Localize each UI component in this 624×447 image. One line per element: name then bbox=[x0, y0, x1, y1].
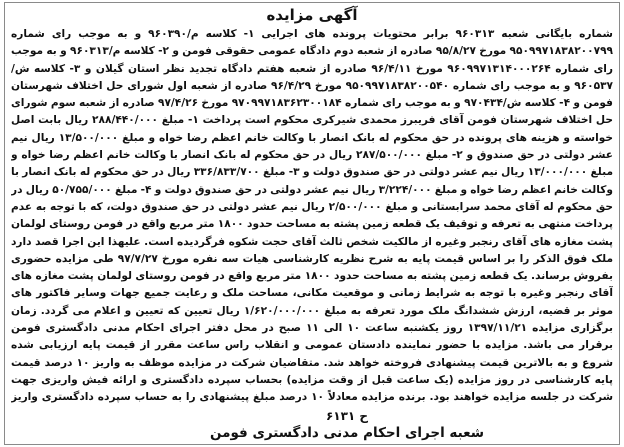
notice-body-text: شماره بایگانی شعبه ۹۶۰۳۱۳ برابر محتویات پرونده های اجرایی ۱- کلاسه م/۹۶۰۳۹۰ و به موجب رای شماره ۹۵۰۹۹۷۱۸۳۸۲۰۰۷۹۹ مورخ ۹۵/۸/۲۷ صادره از شعبه دوم دادگاه عمومی حقوقی فومن و ۲- کلاسه م/۹۶۰۳۱۳ و به موجب رای شماره ۹۶۰۹۹۷۱۳۱۴۰۰۰۲۶۴ مورخ ۹۶/۴/۱۱ صادره از شعبه هفتم دادگاه تجدید نظر استان گیلان و ۳- کلاسه ش/۹۶۰۵۳۷ و به موجب رای شماره ۹۵۰۹۹۷۱۸۳۸۲۰۰۵۴۰ مورخ ۹۶/۴/۲۹ صادره از شعبه اول شورای حل اختلاف شهرستان فومن و ۴- کلاسه ش/۹۷۰۴۳۴ و به موجب رای شماره ۹۷۰۹۹۷۱۸۳۶۲۳۰۰۱۸۴ مورخ ۹۷/۴/۲۶ صادره از شعبه سوم شورای حل اختلاف شهرستان فومن آقای فریبرز محمدی شیرکری محکوم است پرداخت ۱- مبلغ ۲۸۸/۴۴۰/۰۰۰ ریال بابت اصل خواسته و هزینه های پرونده در حق محکوم له بانک انصار با وکالت خانم اعظم رضا خواه و مبلغ ۱۳/۵۰۰/۰۰۰ ریال نیم عشر دولتی در حق صندوق و ۲- مبلغ ۲۸۷/۵۰۰/۰۰۰ ریال در حق محکوم له بانک انصار با وکالت خانم اعظم رضا خواه و مبلغ ۱۳/۰۰۰/۰۰۰ ریال نیم عشر دولتی در حق صندوق دولت و ۳- مبلغ ۳۳۶/۸۳۳/۷۰۰ ریال در حق محکوم له بانک انصار با وکالت خانم اعظم رضا خواه و مبلغ ۳/۲۲۴/۰۰۰ ریال نیم عشر دولتی در حق صندوق دولت و ۴- مبلغ ۵۰/۷۵۵/۰۰۰ ریال در حق محکوم له آقای محمد سرابستانی و مبلغ ۲/۵۰۰/۰۰۰ ریال نیم عشر دولتی در حق صندوق دولت، که با توجه به عدم پرداخت منتهی به تعرفه و توقیف یک قطعه زمین پشته به مساحت حدود ۱۸۰۰ متر مربع واقع در فومن روستای لولمان پشت مغازه های آقای رنجبر وغیره از مالکیت شخص ثالث آقای حجت شکوه فرگردیده است. علیهذا این اجرا قصد دارد ملک فوق الذکر را بر اساس قیمت پایه به شرح نظریه کارشناسی هیات سه نفره مورخ ۹۷/۷/۲۷ طی مزایده حضوری بفروش برساند. یک قطعه زمین پشته به مساحت حدود ۱۸۰۰ متر مربع واقع در فومن روستای لولمان پشت مغازه های آقای رنجبر وغیره با توجه به شرایط زمانی و موقعیت مکانی، مساحت ملک و رعایت جمیع جهات وسایر فاکتور های موثر بر قضیه، ارزش ششدانگ ملک مورد تعرفه به مبلغ ۱/۶۲۰/۰۰۰/۰۰۰ ریال تعیین که تعیین و اعلام می گردد. زمان برگزاری مزایده ۱۳۹۷/۱۱/۲۱ روز یکشنبه ساعت ۱۰ الی ۱۱ صبح در محل دفتر اجرای احکام مدنی دادگستری فومن برقرار می باشد. مزایده با حضور نماینده دادستان عمومی و انقلاب راس ساعت مقرر از قیمت پایه ارزیابی شده شروع و به بالاترین قیمت پیشنهادی فروخته خواهد شد. متقاضیان شرکت در مزایده موظف به واریز ۱۰ درصد قیمت پایه کارشناسی در روز مزایده (یک ساعت قبل از وقت مزایده) بحساب سپرده دادگستری و ارائه فیش واریزی جهت شرکت در جلسه مزایده خواهند بود. برنده مزایده معادلاً ۱۰ درصد مبلغ پیشنهادی را به حساب سپرده دادگستری واریز bbox=[11, 28, 613, 404]
notice-signature bbox=[165, 408, 529, 442]
auction-notice bbox=[4, 2, 620, 445]
signature-office: شعبه اجرای احکام مدنی دادگستری فومن bbox=[209, 425, 485, 441]
notice-title: آگهی مزایده bbox=[266, 6, 358, 24]
notice-body bbox=[11, 26, 613, 408]
signature-code: ح ۶۱۳۱ bbox=[325, 409, 369, 423]
